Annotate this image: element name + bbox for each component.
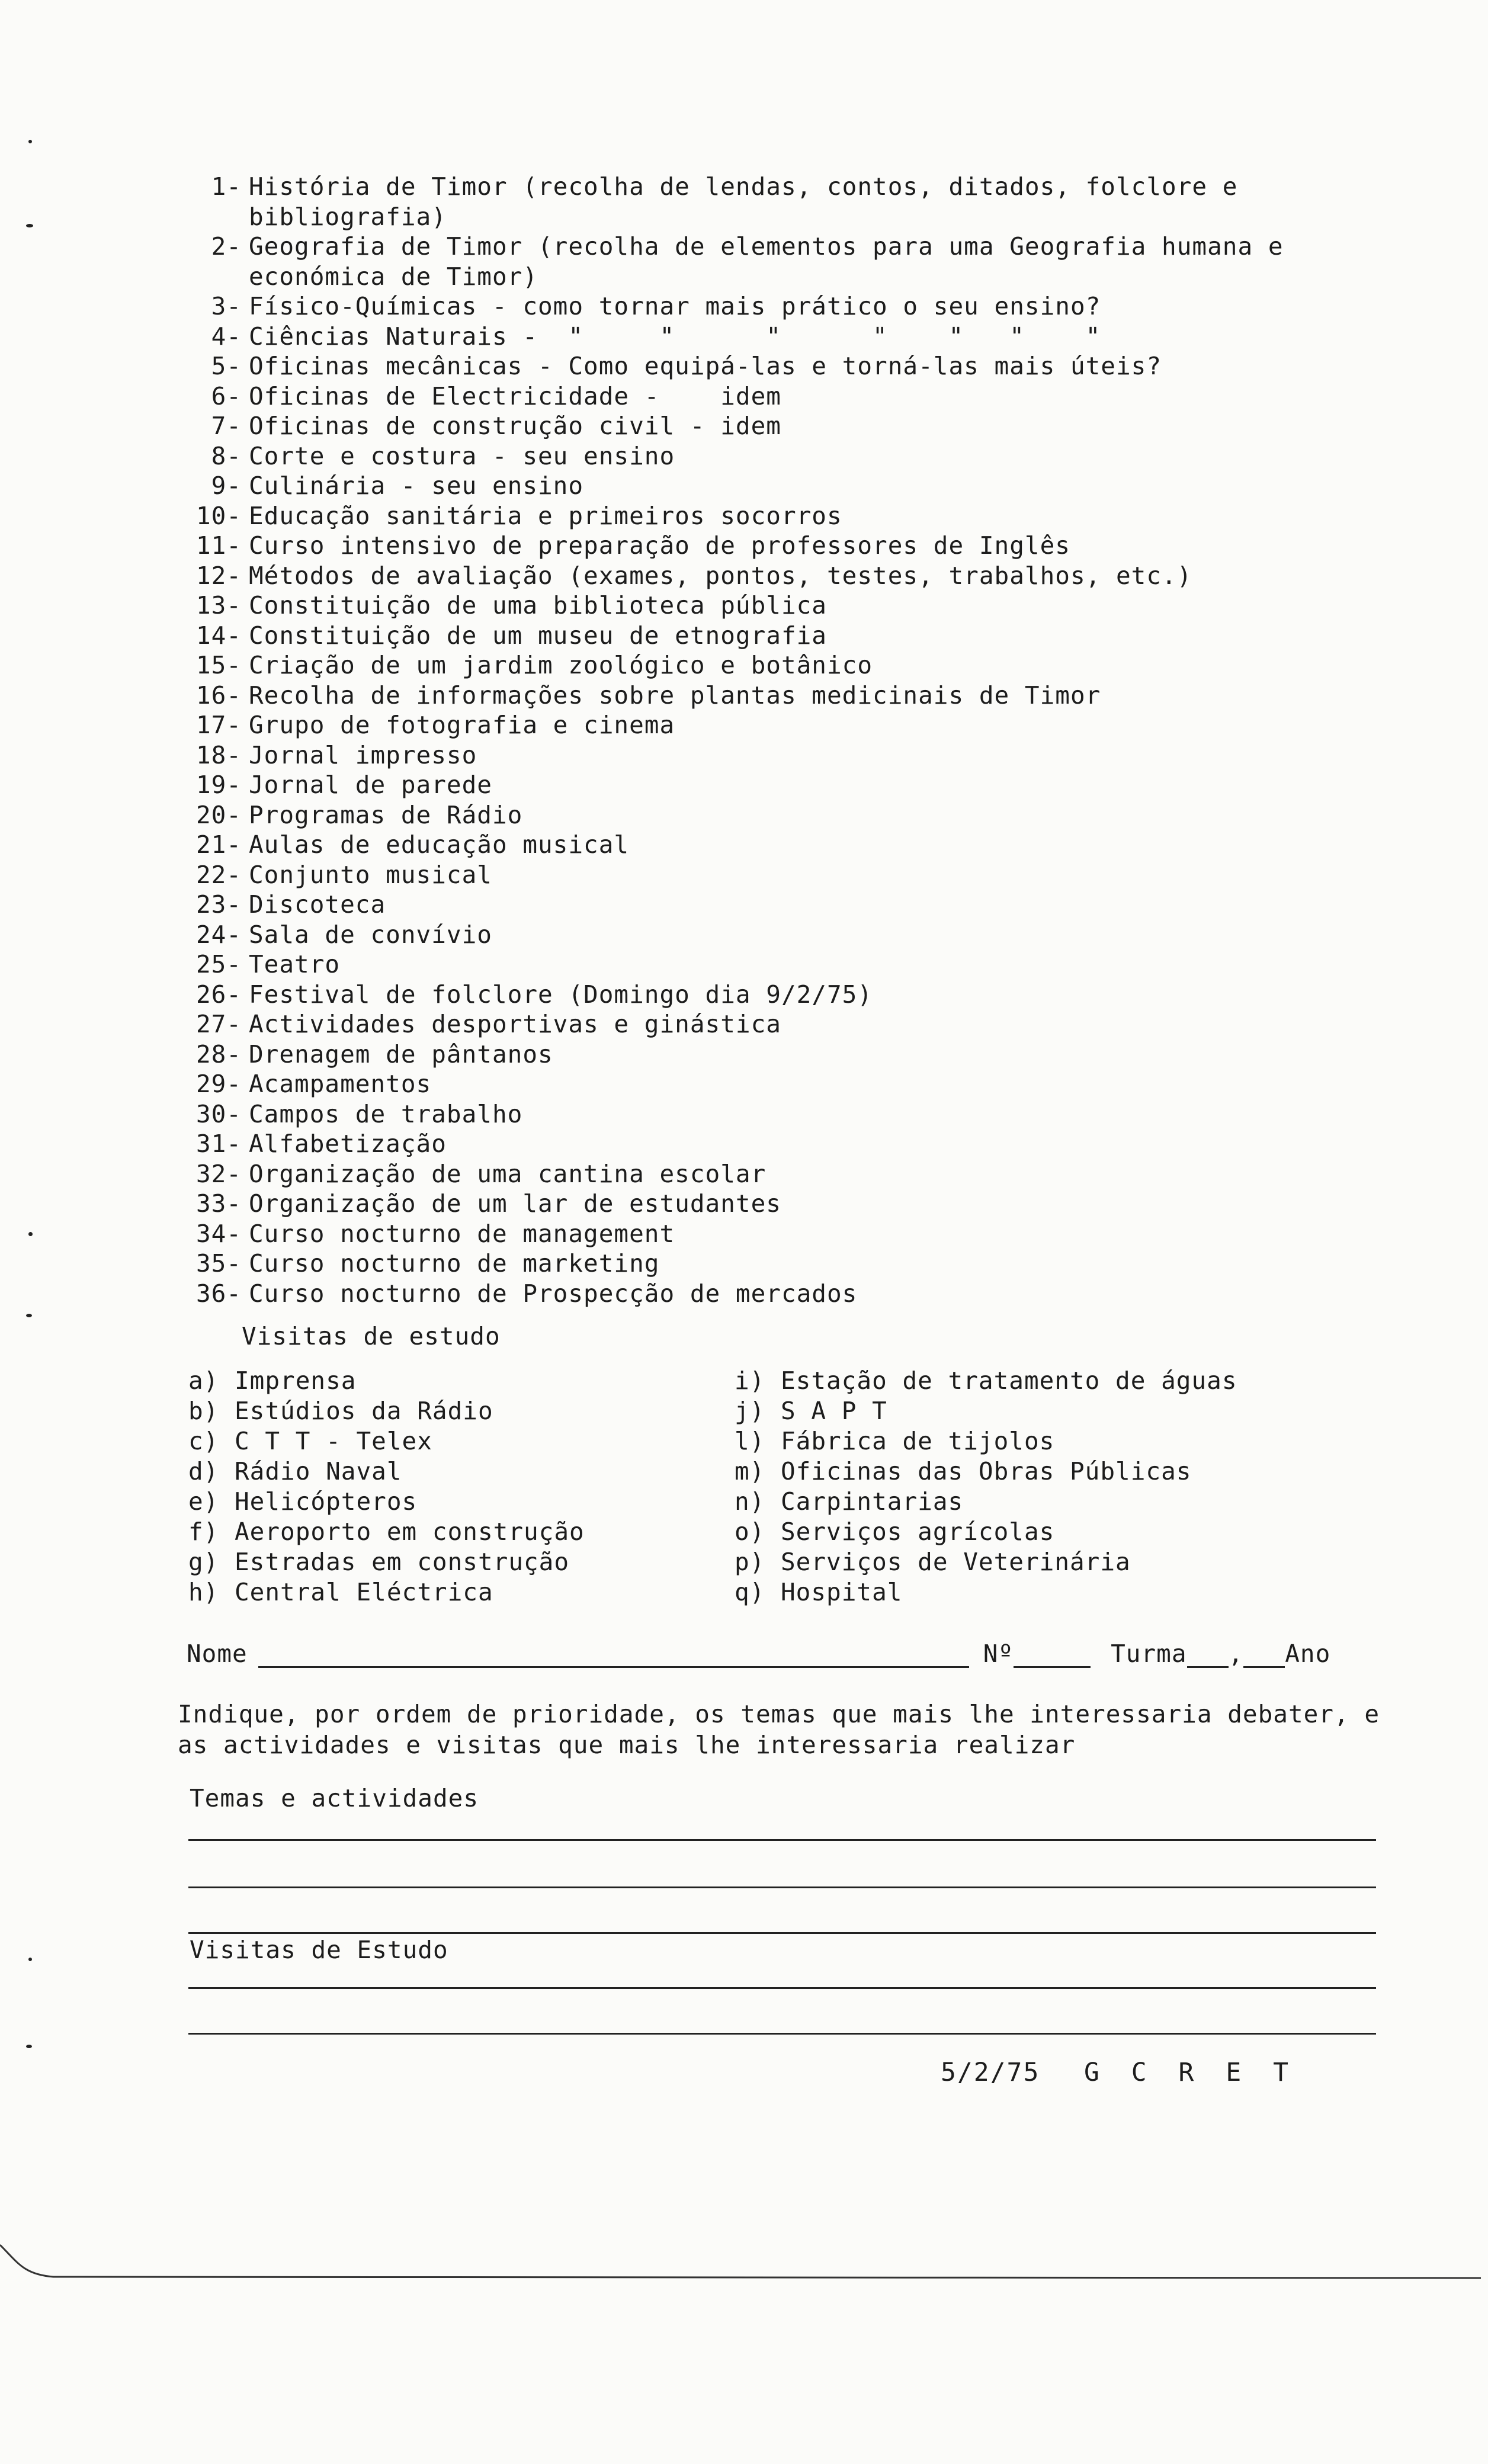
scan-speck [28,1232,33,1236]
name-label: Nome [187,1640,248,1668]
topic-item [178,1009,1398,1040]
topic-text: Criação de um jardim zoológico e botânico [249,651,873,679]
visit-letter: o) [735,1517,765,1546]
topic-text: Aulas de educação musical [249,830,630,859]
topic-number: 18- [195,740,242,769]
topic-number: 15- [195,651,242,679]
visit-text: Helicópteros [235,1487,418,1516]
topic-item [178,890,1398,920]
topic-text: Acampamentos [249,1070,432,1098]
class-field[interactable] [1187,1642,1229,1668]
topic-item [178,830,1398,860]
topic-number: 20- [195,800,242,829]
visits-list-right [735,1366,1237,1608]
topic-item [178,980,1398,1010]
topic-item [178,1279,1398,1309]
visit-item [188,1487,585,1517]
visit-letter: l) [735,1427,765,1455]
visits-line-2[interactable] [188,2033,1376,2035]
topic-text: Oficinas mecânicas - Como equipá-las e torná-las mais úteis? [249,352,1162,380]
topic-number: 16- [195,681,242,710]
topic-text: Constituição de um museu de etnografia [249,621,827,650]
year-label: Ano [1285,1640,1331,1668]
topic-text: Campos de trabalho [249,1099,523,1128]
topic-text: Jornal impresso [249,740,477,769]
topic-item [178,740,1398,771]
topic-item [178,322,1398,352]
topic-number: 33- [195,1189,242,1218]
topic-text: Curso nocturno de marketing [249,1249,660,1278]
topic-number: 17- [195,711,242,739]
visit-letter: h) [188,1578,219,1606]
topic-text: Organização de um lar de estudantes [249,1189,781,1218]
topic-text: Grupo de fotografia e cinema [249,711,675,739]
visit-text: Estúdios da Rádio [235,1397,493,1425]
topic-text: Jornal de parede [249,771,492,799]
topic-item [178,1129,1398,1159]
topic-item [178,860,1398,890]
visit-item [188,1547,585,1577]
class-separator: , [1228,1640,1244,1668]
topic-text: Sala de convívio [249,920,492,949]
topic-number: 7- [211,412,242,440]
visit-item [735,1366,1237,1396]
topic-text: História de Timor (recolha de lendas, contos, ditados, folclore e bibliografia) [249,172,1253,231]
topic-number: 8- [211,441,242,470]
visit-text: C T T - Telex [235,1427,432,1455]
topic-text: Actividades desportivas e ginástica [249,1010,781,1038]
visit-letter: b) [188,1397,219,1425]
topic-text: Drenagem de pântanos [249,1040,553,1069]
visit-letter: q) [735,1578,765,1606]
topic-item [178,770,1398,800]
visit-text: Serviços de Veterinária [781,1548,1131,1576]
scan-speck [28,140,32,143]
topic-text: Educação sanitária e primeiros socorros [249,501,842,530]
topic-number: 9- [211,471,242,500]
topic-number: 31- [195,1130,242,1158]
topic-item [178,291,1398,322]
visit-text: Oficinas das Obras Públicas [781,1457,1192,1486]
themes-line-2[interactable] [188,1886,1376,1888]
topic-number: 26- [195,980,242,1009]
visit-item [188,1577,585,1608]
visit-item [735,1577,1237,1608]
topic-number: 22- [195,860,242,889]
topic-number: 1- [211,172,242,201]
topic-number: 21- [195,830,242,859]
topic-number: 11- [195,531,242,560]
topic-item [178,1219,1398,1249]
topic-item [178,1189,1398,1219]
topic-number: 10- [195,501,242,530]
visit-item [188,1366,585,1396]
visits-heading: Visitas de estudo [242,1322,501,1350]
number-label: Nº [983,1640,1014,1668]
topic-text: Teatro [249,950,341,978]
visits-line-1[interactable] [188,1987,1376,1989]
topic-text: Conjunto musical [249,860,492,889]
topic-item [178,681,1398,711]
name-field[interactable] [258,1642,969,1668]
visit-item [735,1517,1237,1547]
visit-letter: j) [735,1397,765,1425]
visits-list-left [188,1366,585,1608]
themes-label: Temas e actividades [190,1784,479,1812]
topic-item [178,351,1398,381]
visit-text: Serviços agrícolas [781,1517,1055,1546]
visit-item [735,1487,1237,1517]
visit-letter: c) [188,1427,219,1455]
topic-number: 32- [195,1159,242,1188]
topic-text: Organização de uma cantina escolar [249,1159,767,1188]
topic-text: Festival de folclore (Domingo dia 9/2/75) [249,980,873,1009]
topic-item [178,710,1398,740]
topic-text: Curso nocturno de Prospecção de mercados [249,1279,858,1308]
topic-item [178,172,1398,232]
visit-letter: a) [188,1366,219,1395]
topic-item [178,381,1398,412]
topic-text: Programas de Rádio [249,800,523,829]
topic-text: Oficinas de Electricidade - idem [249,381,781,410]
topic-text: Físico-Químicas - como tornar mais prático o seu ensino? [249,292,1101,320]
topic-item [178,501,1398,531]
scan-speck [26,2045,32,2048]
visit-text: Aeroporto em construção [235,1517,585,1546]
footer-organization: G C R E T [1084,2058,1297,2087]
visit-item [735,1396,1237,1426]
visit-letter: n) [735,1487,765,1516]
scan-edge-line [0,2227,1488,2298]
visit-letter: m) [735,1457,765,1486]
visits-section-label: Visitas de Estudo [190,1936,448,1964]
topic-number: 35- [195,1249,242,1278]
topic-item [178,232,1398,291]
visit-letter: f) [188,1517,219,1546]
topic-text: Ciências Naturais - " " " " " " " [249,322,1101,351]
visit-item [735,1547,1237,1577]
scan-speck [28,1958,32,1961]
visit-letter: e) [188,1487,219,1516]
topic-text: Curso intensivo de preparação de professores de Inglês [249,531,1070,560]
visit-text: Imprensa [235,1366,357,1395]
topic-text: Geografia de Timor (recolha de elementos para uma Geografia humana e económica de Timor) [249,232,1299,291]
topic-text: Curso nocturno de management [249,1219,675,1248]
topic-item [178,949,1398,980]
visit-text: Estradas em construção [235,1548,570,1576]
class-label: Turma [1111,1640,1187,1668]
topic-item [178,621,1398,651]
visit-item [188,1456,585,1487]
topic-item [178,411,1398,441]
topic-item [178,650,1398,681]
topic-number: 27- [195,1010,242,1038]
topic-number: 5- [211,352,242,380]
visit-text: Hospital [781,1578,903,1606]
number-field[interactable] [1014,1642,1091,1668]
instructions-text: Indique, por ordem de prioridade, os temas que mais lhe interessaria debater, e as actividades e visitas que mais lhe interessaria realizar [178,1700,1380,1759]
visit-text: S A P T [781,1397,887,1425]
topic-number: 2- [211,232,242,261]
footer-date: 5/2/75 [941,2058,1040,2087]
visit-item [188,1517,585,1547]
topic-item [178,471,1398,501]
topic-number: 24- [195,920,242,949]
themes-line-1[interactable] [188,1839,1376,1841]
topic-item [178,1159,1398,1189]
topic-number: 3- [211,292,242,320]
topic-text: Oficinas de construção civil - idem [249,412,781,440]
visit-item [735,1426,1237,1456]
topic-number: 12- [195,561,242,590]
topic-number: 30- [195,1099,242,1128]
topic-list [178,172,1398,1308]
visit-text: Rádio Naval [235,1457,402,1486]
topic-text: Constituição de uma biblioteca pública [249,591,827,620]
student-info-row [187,1640,1377,1668]
scan-speck [26,1314,32,1317]
visit-text: Carpintarias [781,1487,964,1516]
topic-text: Corte e costura - seu ensino [249,441,675,470]
visit-item [188,1426,585,1456]
topic-number: 28- [195,1040,242,1069]
topic-item [178,531,1398,561]
visit-letter: d) [188,1457,219,1486]
topic-number: 34- [195,1219,242,1248]
topic-number: 36- [195,1279,242,1308]
topic-item [178,1040,1398,1070]
topic-text: Culinária - seu ensino [249,471,584,500]
topic-item [178,920,1398,950]
visit-text: Central Eléctrica [235,1578,493,1606]
topic-number: 6- [211,381,242,410]
visit-item [735,1456,1237,1487]
topic-number: 29- [195,1070,242,1098]
topic-item [178,441,1398,471]
visit-item [188,1396,585,1426]
year-field[interactable] [1243,1642,1285,1668]
topic-item [178,1249,1398,1279]
topic-item [178,561,1398,591]
visit-text: Estação de tratamento de águas [781,1366,1237,1395]
visit-letter: g) [188,1548,219,1576]
themes-line-3[interactable] [188,1932,1376,1934]
topic-number: 4- [211,322,242,351]
visit-text: Fábrica de tijolos [781,1427,1055,1455]
topic-number: 23- [195,890,242,919]
scan-speck [26,224,33,227]
topic-text: Alfabetização [249,1130,447,1158]
topic-text: Recolha de informações sobre plantas medicinais de Timor [249,681,1101,710]
topic-item [178,800,1398,830]
topic-item [178,1099,1398,1130]
topic-text: Métodos de avaliação (exames, pontos, testes, trabalhos, etc.) [249,561,1192,590]
topic-text: Discoteca [249,890,386,919]
topic-number: 19- [195,771,242,799]
topic-number: 25- [195,950,242,978]
visit-letter: i) [735,1366,765,1395]
topic-item [178,1069,1398,1099]
topic-number: 14- [195,621,242,650]
visit-letter: p) [735,1548,765,1576]
topic-number: 13- [195,591,242,620]
topic-item [178,591,1398,621]
